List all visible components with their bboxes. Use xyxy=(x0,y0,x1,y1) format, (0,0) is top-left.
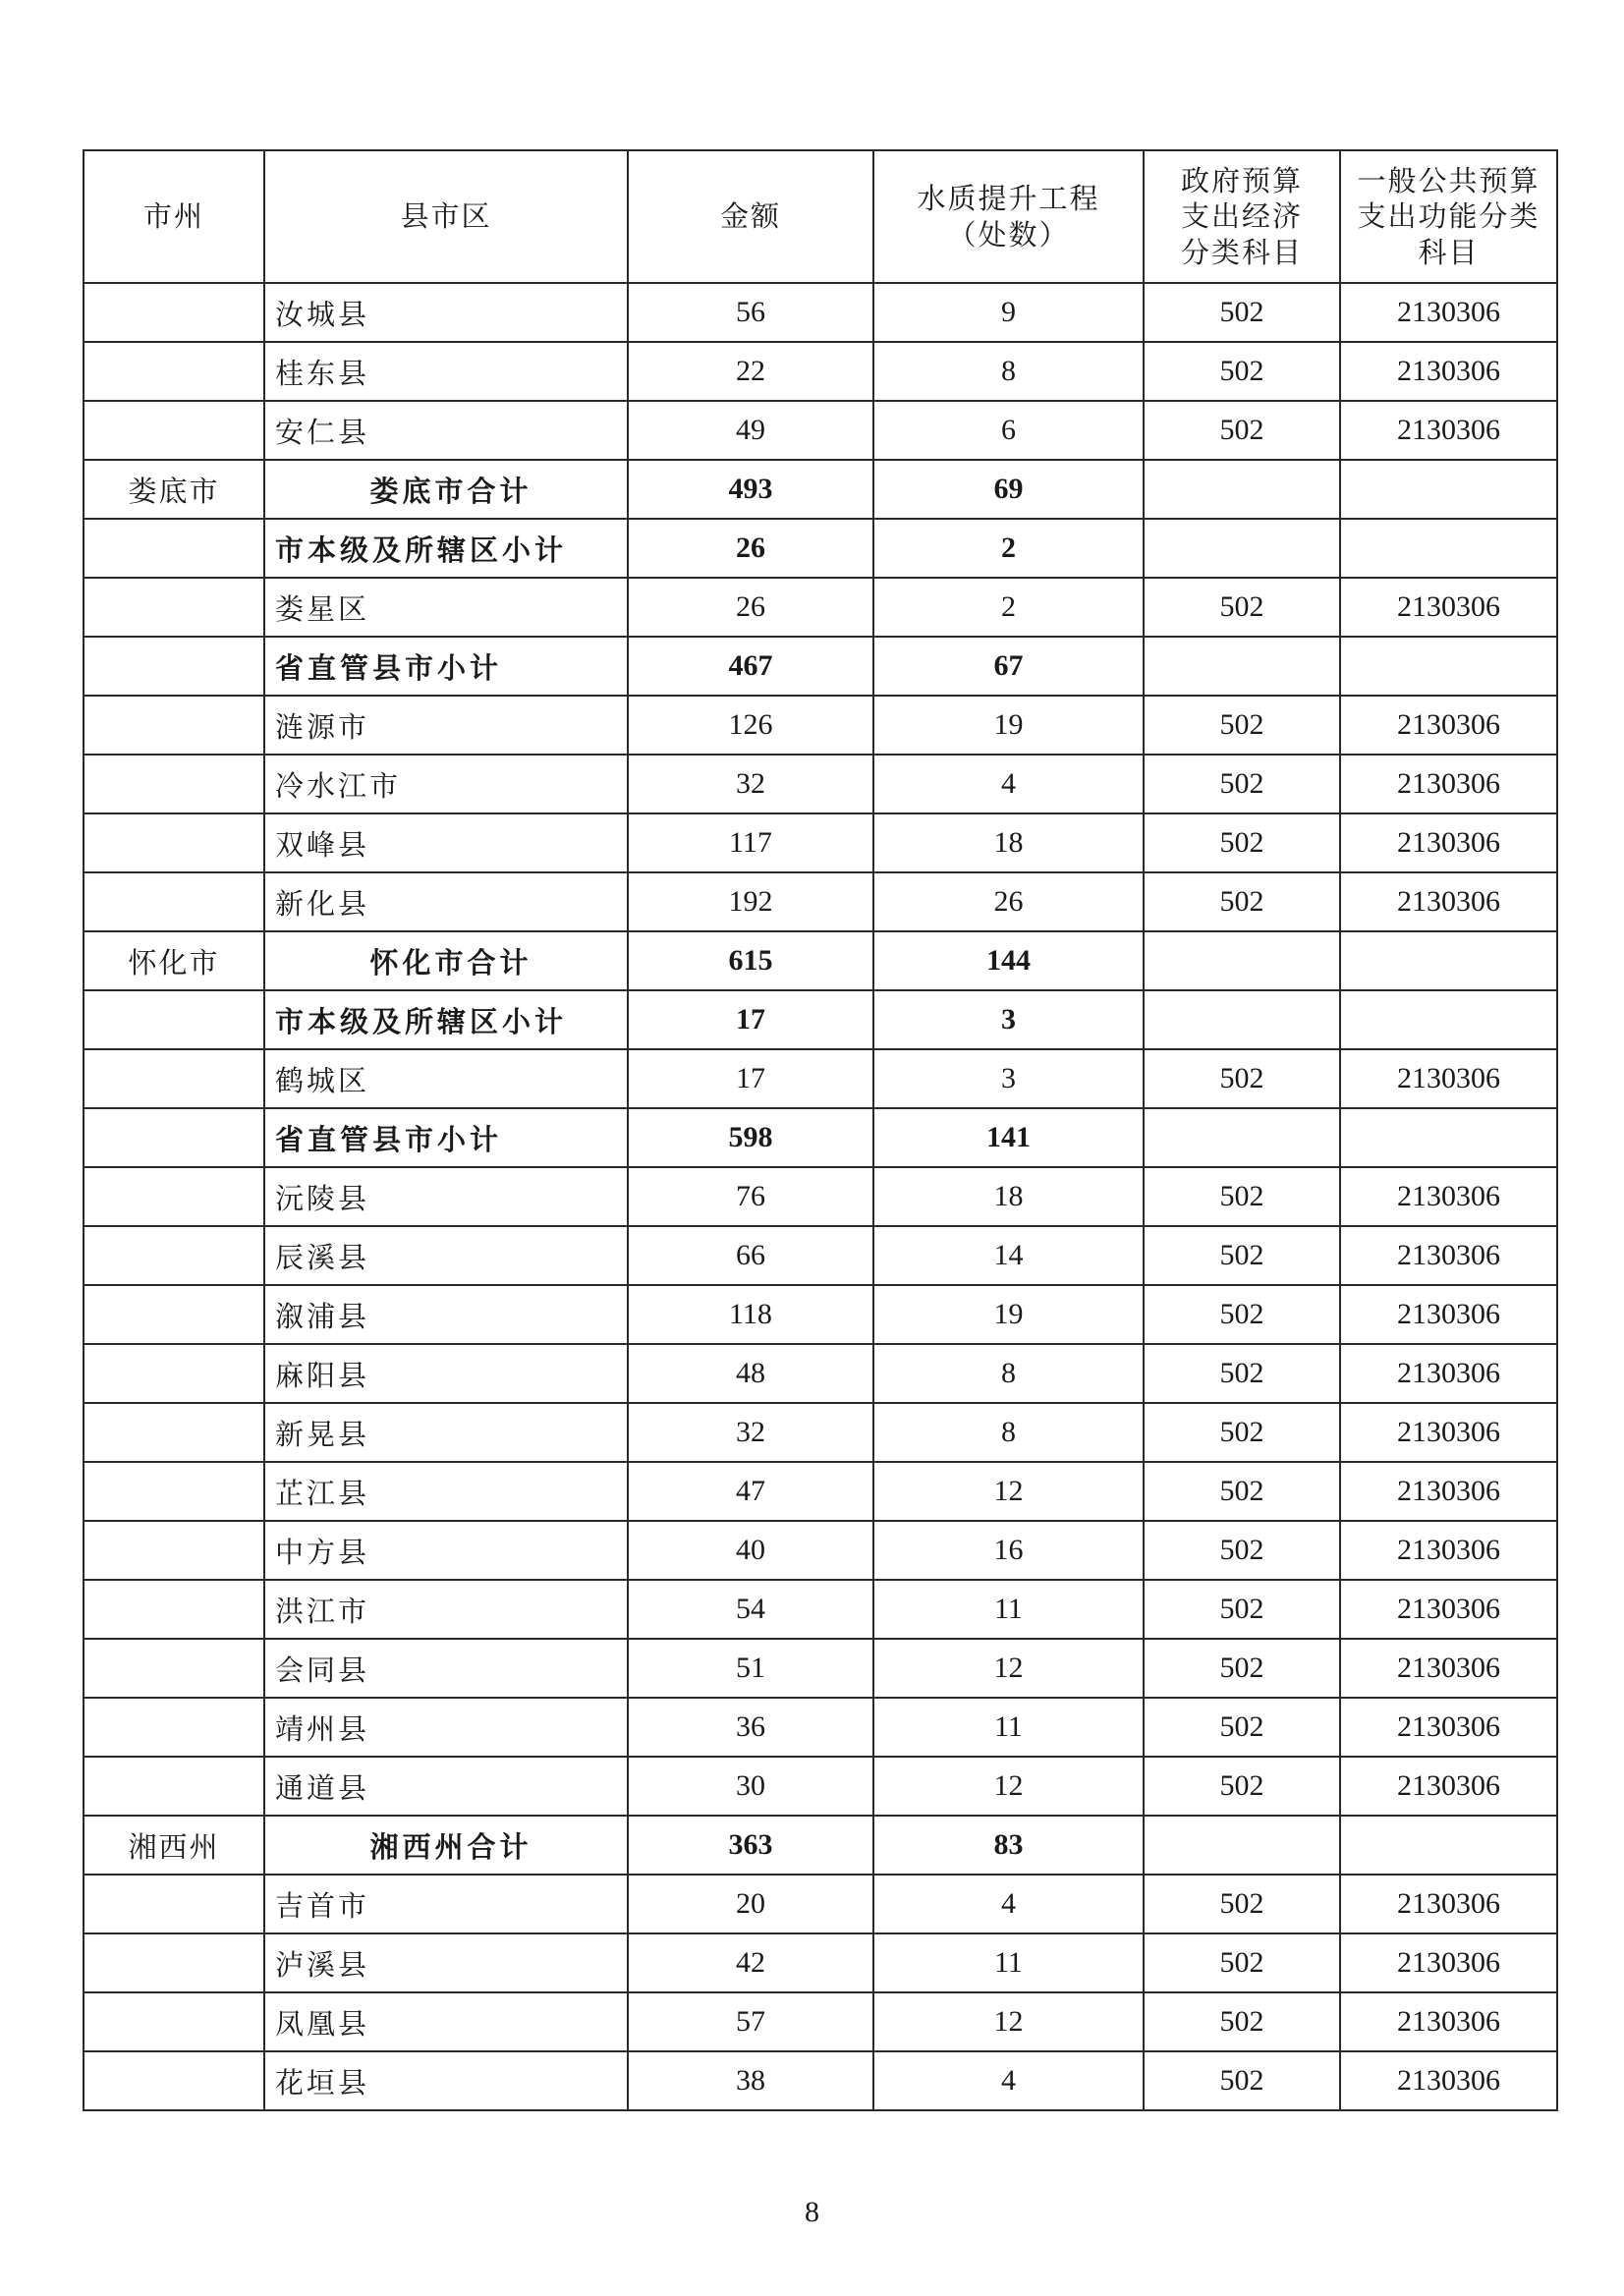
function-class-cell: 2130306 xyxy=(1340,1462,1557,1521)
function-class-cell: 2130306 xyxy=(1340,755,1557,813)
table-row xyxy=(84,1285,1557,1344)
function-class-cell: 2130306 xyxy=(1340,696,1557,755)
table-row xyxy=(84,1757,1557,1816)
amount-cell: 40 xyxy=(628,1521,873,1580)
project-count-cell: 19 xyxy=(873,696,1144,755)
budget-allocation-table xyxy=(83,149,1558,2111)
city-total-row xyxy=(84,460,1557,519)
function-class-cell: 2130306 xyxy=(1340,872,1557,931)
table-row xyxy=(84,1580,1557,1639)
city-cell xyxy=(84,1344,264,1403)
economic-class-cell: 502 xyxy=(1144,755,1340,813)
city-cell xyxy=(84,1285,264,1344)
economic-class-cell: 502 xyxy=(1144,1403,1340,1462)
economic-class-cell: 502 xyxy=(1144,283,1340,342)
amount-cell: 22 xyxy=(628,342,873,401)
table-row xyxy=(84,696,1557,755)
amount-cell: 48 xyxy=(628,1344,873,1403)
table-row xyxy=(84,1344,1557,1403)
table-body xyxy=(84,283,1557,2110)
amount-cell: 36 xyxy=(628,1698,873,1757)
project-count-cell: 11 xyxy=(873,1580,1144,1639)
project-count-cell: 9 xyxy=(873,283,1144,342)
project-count-cell: 67 xyxy=(873,637,1144,696)
project-count-cell: 18 xyxy=(873,813,1144,872)
economic-class-cell: 502 xyxy=(1144,1992,1340,2051)
project-count-cell: 19 xyxy=(873,1285,1144,1344)
project-count-cell: 18 xyxy=(873,1167,1144,1226)
city-cell xyxy=(84,1639,264,1698)
project-count-cell: 8 xyxy=(873,1403,1144,1462)
project-count-cell: 16 xyxy=(873,1521,1144,1580)
district-cell: 靖州县 xyxy=(264,1698,628,1757)
function-class-cell: 2130306 xyxy=(1340,1698,1557,1757)
project-count-cell: 2 xyxy=(873,519,1144,578)
project-count-cell: 12 xyxy=(873,1639,1144,1698)
project-count-cell: 4 xyxy=(873,755,1144,813)
district-cell: 溆浦县 xyxy=(264,1285,628,1344)
economic-class-cell xyxy=(1144,931,1340,990)
header-amount: 金额 xyxy=(628,150,873,283)
economic-class-cell: 502 xyxy=(1144,1757,1340,1816)
city-cell: 怀化市 xyxy=(84,931,264,990)
table-row xyxy=(84,1521,1557,1580)
economic-class-cell: 502 xyxy=(1144,1875,1340,1933)
table-row xyxy=(84,578,1557,637)
city-cell xyxy=(84,872,264,931)
district-cell: 双峰县 xyxy=(264,813,628,872)
function-class-cell: 2130306 xyxy=(1340,578,1557,637)
district-cell: 花垣县 xyxy=(264,2051,628,2110)
project-count-cell: 11 xyxy=(873,1698,1144,1757)
economic-class-cell xyxy=(1144,1816,1340,1875)
district-cell: 泸溪县 xyxy=(264,1933,628,1992)
function-class-cell: 2130306 xyxy=(1340,2051,1557,2110)
project-count-cell: 4 xyxy=(873,2051,1144,2110)
city-cell xyxy=(84,342,264,401)
district-cell: 省直管县市小计 xyxy=(264,637,628,696)
amount-cell: 32 xyxy=(628,755,873,813)
function-class-cell: 2130306 xyxy=(1340,813,1557,872)
project-count-cell: 4 xyxy=(873,1875,1144,1933)
amount-cell: 54 xyxy=(628,1580,873,1639)
amount-cell: 17 xyxy=(628,990,873,1049)
header-district: 县市区 xyxy=(264,150,628,283)
district-cell: 辰溪县 xyxy=(264,1226,628,1285)
city-total-row xyxy=(84,1816,1557,1875)
amount-cell: 32 xyxy=(628,1403,873,1462)
table-row xyxy=(84,1933,1557,1992)
district-cell: 会同县 xyxy=(264,1639,628,1698)
economic-class-cell: 502 xyxy=(1144,1344,1340,1403)
district-cell: 沅陵县 xyxy=(264,1167,628,1226)
city-cell xyxy=(84,1108,264,1167)
function-class-cell: 2130306 xyxy=(1340,1285,1557,1344)
amount-cell: 76 xyxy=(628,1167,873,1226)
function-class-cell: 2130306 xyxy=(1340,1226,1557,1285)
economic-class-cell: 502 xyxy=(1144,1933,1340,1992)
amount-cell: 57 xyxy=(628,1992,873,2051)
amount-cell: 117 xyxy=(628,813,873,872)
economic-class-cell: 502 xyxy=(1144,578,1340,637)
table-row xyxy=(84,1167,1557,1226)
project-count-cell: 3 xyxy=(873,990,1144,1049)
function-class-cell: 2130306 xyxy=(1340,342,1557,401)
project-count-cell: 14 xyxy=(873,1226,1144,1285)
function-class-cell: 2130306 xyxy=(1340,1521,1557,1580)
district-cell: 桂东县 xyxy=(264,342,628,401)
project-count-cell: 2 xyxy=(873,578,1144,637)
project-count-cell: 8 xyxy=(873,342,1144,401)
amount-cell: 56 xyxy=(628,283,873,342)
city-cell xyxy=(84,1933,264,1992)
economic-class-cell xyxy=(1144,1108,1340,1167)
city-cell xyxy=(84,696,264,755)
function-class-cell xyxy=(1340,931,1557,990)
city-cell xyxy=(84,1992,264,2051)
table-row xyxy=(84,1875,1557,1933)
city-cell xyxy=(84,1226,264,1285)
economic-class-cell: 502 xyxy=(1144,1698,1340,1757)
economic-class-cell: 502 xyxy=(1144,1285,1340,1344)
economic-class-cell: 502 xyxy=(1144,1521,1340,1580)
function-class-cell xyxy=(1340,990,1557,1049)
project-count-cell: 12 xyxy=(873,1462,1144,1521)
table-row xyxy=(84,813,1557,872)
district-cell: 市本级及所辖区小计 xyxy=(264,990,628,1049)
district-cell: 鹤城区 xyxy=(264,1049,628,1108)
economic-class-cell xyxy=(1144,990,1340,1049)
header-project-count: 水质提升工程 （处数） xyxy=(873,150,1144,283)
function-class-cell: 2130306 xyxy=(1340,1757,1557,1816)
district-cell: 冷水江市 xyxy=(264,755,628,813)
economic-class-cell: 502 xyxy=(1144,1639,1340,1698)
city-cell xyxy=(84,578,264,637)
city-cell xyxy=(84,755,264,813)
amount-cell: 126 xyxy=(628,696,873,755)
table-row xyxy=(84,1462,1557,1521)
district-cell: 新化县 xyxy=(264,872,628,931)
district-cell: 洪江市 xyxy=(264,1580,628,1639)
function-class-cell: 2130306 xyxy=(1340,1049,1557,1108)
function-class-cell xyxy=(1340,519,1557,578)
district-cell: 娄星区 xyxy=(264,578,628,637)
city-cell xyxy=(84,519,264,578)
district-cell: 凤凰县 xyxy=(264,1992,628,2051)
amount-cell: 26 xyxy=(628,578,873,637)
district-cell: 新晃县 xyxy=(264,1403,628,1462)
table-row xyxy=(84,2051,1557,2110)
function-class-cell xyxy=(1340,460,1557,519)
amount-cell: 118 xyxy=(628,1285,873,1344)
city-cell xyxy=(84,1049,264,1108)
city-cell xyxy=(84,1521,264,1580)
city-cell xyxy=(84,1403,264,1462)
subtotal-row xyxy=(84,519,1557,578)
table-row xyxy=(84,872,1557,931)
district-cell: 省直管县市小计 xyxy=(264,1108,628,1167)
district-cell: 中方县 xyxy=(264,1521,628,1580)
city-cell xyxy=(84,1875,264,1933)
economic-class-cell xyxy=(1144,519,1340,578)
function-class-cell: 2130306 xyxy=(1340,1639,1557,1698)
function-class-cell xyxy=(1340,1108,1557,1167)
page-number: 8 xyxy=(805,2196,819,2228)
function-class-cell: 2130306 xyxy=(1340,1933,1557,1992)
economic-class-cell: 502 xyxy=(1144,872,1340,931)
city-cell xyxy=(84,1167,264,1226)
city-cell xyxy=(84,1580,264,1639)
district-cell: 安仁县 xyxy=(264,401,628,460)
project-count-cell: 26 xyxy=(873,872,1144,931)
city-cell xyxy=(84,813,264,872)
amount-cell: 26 xyxy=(628,519,873,578)
district-cell: 涟源市 xyxy=(264,696,628,755)
city-cell xyxy=(84,1462,264,1521)
district-cell: 芷江县 xyxy=(264,1462,628,1521)
amount-cell: 30 xyxy=(628,1757,873,1816)
amount-cell: 51 xyxy=(628,1639,873,1698)
project-count-cell: 12 xyxy=(873,1757,1144,1816)
district-cell: 湘西州合计 xyxy=(264,1816,628,1875)
function-class-cell: 2130306 xyxy=(1340,283,1557,342)
project-count-cell: 3 xyxy=(873,1049,1144,1108)
table-row xyxy=(84,1992,1557,2051)
city-cell xyxy=(84,1698,264,1757)
economic-class-cell: 502 xyxy=(1144,401,1340,460)
economic-class-cell: 502 xyxy=(1144,2051,1340,2110)
economic-class-cell: 502 xyxy=(1144,1462,1340,1521)
amount-cell: 467 xyxy=(628,637,873,696)
amount-cell: 20 xyxy=(628,1875,873,1933)
amount-cell: 66 xyxy=(628,1226,873,1285)
table-row xyxy=(84,401,1557,460)
district-cell: 吉首市 xyxy=(264,1875,628,1933)
table-row xyxy=(84,1639,1557,1698)
amount-cell: 17 xyxy=(628,1049,873,1108)
header-city: 市州 xyxy=(84,150,264,283)
district-cell: 汝城县 xyxy=(264,283,628,342)
table-row xyxy=(84,755,1557,813)
table-row xyxy=(84,283,1557,342)
economic-class-cell xyxy=(1144,637,1340,696)
project-count-cell: 8 xyxy=(873,1344,1144,1403)
amount-cell: 38 xyxy=(628,2051,873,2110)
city-cell xyxy=(84,990,264,1049)
economic-class-cell: 502 xyxy=(1144,1049,1340,1108)
table-row xyxy=(84,1226,1557,1285)
district-cell: 通道县 xyxy=(264,1757,628,1816)
city-cell xyxy=(84,637,264,696)
amount-cell: 49 xyxy=(628,401,873,460)
district-cell: 怀化市合计 xyxy=(264,931,628,990)
city-cell: 湘西州 xyxy=(84,1816,264,1875)
project-count-cell: 6 xyxy=(873,401,1144,460)
economic-class-cell: 502 xyxy=(1144,1580,1340,1639)
amount-cell: 615 xyxy=(628,931,873,990)
table-row xyxy=(84,1049,1557,1108)
function-class-cell xyxy=(1340,637,1557,696)
amount-cell: 493 xyxy=(628,460,873,519)
city-cell xyxy=(84,283,264,342)
economic-class-cell: 502 xyxy=(1144,342,1340,401)
economic-class-cell: 502 xyxy=(1144,1226,1340,1285)
header-economic-class: 政府预算 支出经济 分类科目 xyxy=(1144,150,1340,283)
district-cell: 市本级及所辖区小计 xyxy=(264,519,628,578)
project-count-cell: 83 xyxy=(873,1816,1144,1875)
city-total-row xyxy=(84,931,1557,990)
table-row xyxy=(84,1698,1557,1757)
function-class-cell: 2130306 xyxy=(1340,1580,1557,1639)
district-cell: 娄底市合计 xyxy=(264,460,628,519)
function-class-cell xyxy=(1340,1816,1557,1875)
function-class-cell: 2130306 xyxy=(1340,1992,1557,2051)
budget-table-container xyxy=(83,149,1556,2111)
economic-class-cell xyxy=(1144,460,1340,519)
amount-cell: 192 xyxy=(628,872,873,931)
amount-cell: 42 xyxy=(628,1933,873,1992)
city-cell xyxy=(84,1757,264,1816)
project-count-cell: 144 xyxy=(873,931,1144,990)
table-row xyxy=(84,1403,1557,1462)
amount-cell: 598 xyxy=(628,1108,873,1167)
table-header-row xyxy=(84,150,1557,283)
function-class-cell: 2130306 xyxy=(1340,401,1557,460)
function-class-cell: 2130306 xyxy=(1340,1403,1557,1462)
city-cell xyxy=(84,2051,264,2110)
project-count-cell: 69 xyxy=(873,460,1144,519)
project-count-cell: 141 xyxy=(873,1108,1144,1167)
project-count-cell: 11 xyxy=(873,1933,1144,1992)
header-function-class: 一般公共预算 支出功能分类 科目 xyxy=(1340,150,1557,283)
function-class-cell: 2130306 xyxy=(1340,1344,1557,1403)
economic-class-cell: 502 xyxy=(1144,813,1340,872)
table-row xyxy=(84,342,1557,401)
district-cell: 麻阳县 xyxy=(264,1344,628,1403)
economic-class-cell: 502 xyxy=(1144,1167,1340,1226)
amount-cell: 47 xyxy=(628,1462,873,1521)
function-class-cell: 2130306 xyxy=(1340,1875,1557,1933)
subtotal-row xyxy=(84,637,1557,696)
economic-class-cell: 502 xyxy=(1144,696,1340,755)
project-count-cell: 12 xyxy=(873,1992,1144,2051)
amount-cell: 363 xyxy=(628,1816,873,1875)
subtotal-row xyxy=(84,1108,1557,1167)
subtotal-row xyxy=(84,990,1557,1049)
function-class-cell: 2130306 xyxy=(1340,1167,1557,1226)
city-cell xyxy=(84,401,264,460)
city-cell: 娄底市 xyxy=(84,460,264,519)
